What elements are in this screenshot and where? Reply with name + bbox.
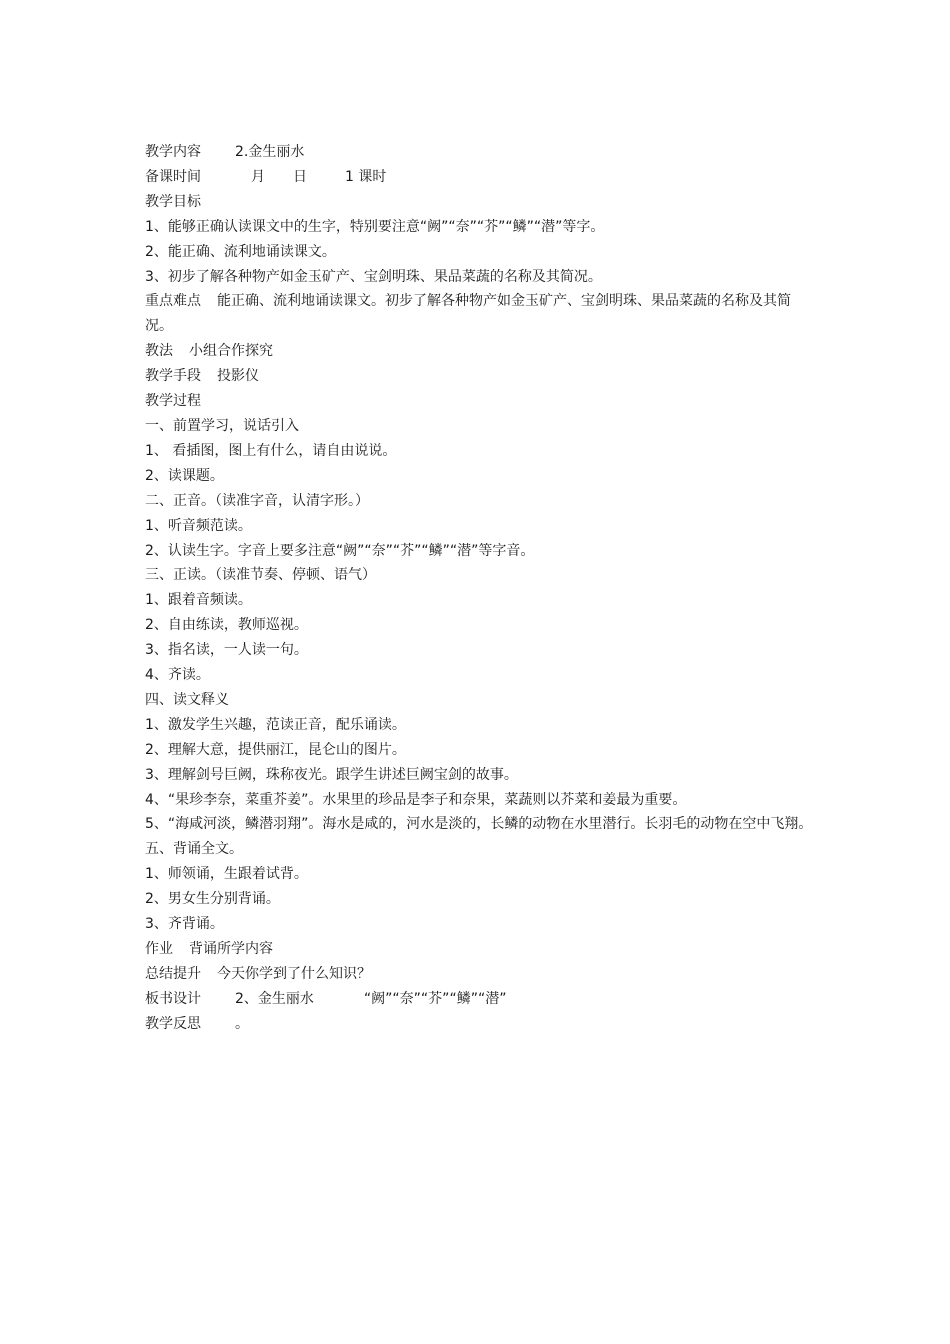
list-item: 1、 看插图，图上有什么，请自由说说。 [145, 442, 397, 459]
homework-value: 背诵所学内容 [189, 941, 273, 957]
prep-time-row [145, 165, 815, 190]
section-heading: 四、读文释义 [145, 691, 229, 708]
section-heading: 一、前置学习，说话引入 [145, 417, 299, 434]
hours-label: 1 课时 [345, 168, 387, 185]
means-value: 投影仪 [217, 368, 259, 385]
board-label: 板书设计 [145, 990, 201, 1007]
list-item: 3、理解剑号巨阙，珠称夜光。跟学生讲述巨阙宝剑的故事。 [145, 766, 518, 783]
month-label: 月 [251, 168, 265, 185]
list-item: 2、男女生分别背诵。 [145, 891, 280, 908]
content-value: 2.金生丽水 [235, 144, 305, 160]
list-item: 2、认读生字。字音上要多注意“阙”“奈”“芥”“鳞”“潜”等字音。 [145, 542, 535, 559]
lesson-plan-document [145, 140, 815, 1037]
board-row [145, 987, 815, 1012]
list-item: 1、激发学生兴趣，范读正音，配乐诵读。 [145, 716, 406, 733]
key-points-row [145, 289, 815, 339]
list-item: 1、师领诵，生跟着试背。 [145, 866, 308, 883]
key-points-label: 重点难点 [145, 293, 201, 310]
section-heading: 三、正读。（读准节奏、停顿、语气） [145, 567, 376, 584]
summary-value: 今天你学到了什么知识？ [217, 965, 371, 982]
process-title: 教学过程 [145, 393, 201, 410]
goal-item: 1、能够正确认读课文中的生字，特别要注意“阙”“奈”“芥”“鳞”“潜”等字。 [145, 218, 605, 235]
list-item: 2、理解大意，提供丽江，昆仑山的图片。 [145, 741, 406, 758]
reflection-row [145, 1012, 815, 1037]
summary-row [145, 962, 815, 987]
means-row [145, 364, 815, 389]
prep-label: 备课时间 [145, 168, 201, 185]
board-chars: “阙”“奈”“芥”“鳞”“潜” [363, 990, 507, 1007]
list-item: 3、齐背诵。 [145, 916, 224, 933]
content-label: 教学内容 [145, 144, 201, 160]
list-item: 2、读课题。 [145, 467, 224, 484]
list-item: 2、自由练读，教师巡视。 [145, 617, 308, 634]
method-label: 教法 [145, 343, 173, 360]
homework-row [145, 937, 815, 962]
list-item: 1、跟着音频读。 [145, 592, 252, 609]
means-label: 教学手段 [145, 368, 201, 385]
section-heading: 五、背诵全文。 [145, 841, 243, 858]
board-title: 2、金生丽水 [235, 990, 314, 1007]
list-item: 3、指名读，一人读一句。 [145, 642, 308, 659]
day-label: 日 [293, 168, 307, 185]
key-points-value: 能正确、流利地诵读课文。初步了解各种物产如金玉矿产、宝剑明珠、果品菜蔬的名称及其简况。 [145, 293, 791, 335]
list-item: 4、“果珍李奈，菜重芥姜”。水果里的珍品是李子和奈果，菜蔬则以芥菜和姜最为重要。 [145, 791, 687, 808]
reflection-label: 教学反思 [145, 1015, 201, 1032]
section-heading: 二、正音。（读准字音，认清字形。） [145, 492, 369, 509]
homework-label: 作业 [145, 941, 173, 957]
list-item: 1、听音频范读。 [145, 517, 252, 534]
list-item: 4、齐读。 [145, 667, 210, 684]
summary-label: 总结提升 [145, 965, 201, 982]
list-item: 5、“海咸河淡，鳞潜羽翔”。海水是咸的，河水是淡的，长鳞的动物在水里潜行。长羽毛的动物在空中飞翔。 [145, 816, 813, 833]
goals-title: 教学目标 [145, 193, 201, 210]
reflection-value: 。 [235, 1015, 249, 1032]
goal-item: 2、能正确、流利地诵读课文。 [145, 243, 336, 260]
goal-item: 3、初步了解各种物产如金玉矿产、宝剑明珠、果品菜蔬的名称及其简况。 [145, 268, 602, 285]
method-value: 小组合作探究 [189, 343, 273, 360]
method-row [145, 339, 815, 364]
content-row [145, 140, 815, 165]
